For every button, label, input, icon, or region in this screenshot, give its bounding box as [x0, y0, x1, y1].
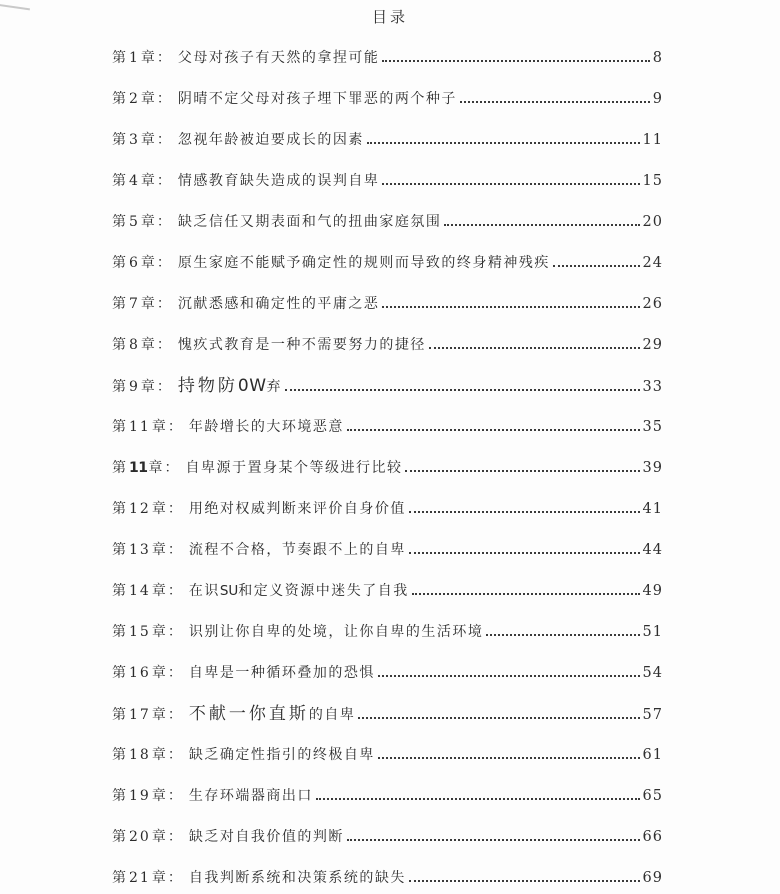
- chapter-label: [112, 789, 184, 804]
- page-number: 9: [652, 91, 663, 107]
- chapter-title: [189, 584, 409, 599]
- chapter-label: [112, 297, 173, 312]
- toc-entry: [112, 704, 663, 724]
- chapter-number: 12: [129, 501, 151, 517]
- toc-entry: [112, 871, 663, 886]
- chapter-suffix: 章：: [151, 707, 184, 723]
- chapter-prefix: 第: [112, 583, 128, 599]
- chapter-prefix: 第: [112, 665, 128, 681]
- page-number: 24: [642, 255, 663, 271]
- chapter-title-part: 沉献悉感和确定性的平庸之恶: [177, 296, 380, 312]
- chapter-title-part: 识别让你自卑的处境，让你自卑的生活环境: [188, 624, 484, 640]
- chapter-number: 16: [129, 665, 151, 681]
- chapter-number: 19: [129, 788, 151, 804]
- chapter-title: [189, 748, 375, 763]
- chapter-suffix: 章：: [140, 255, 173, 271]
- chapter-suffix: 章：: [151, 419, 184, 435]
- chapter-suffix: 章：: [140, 296, 173, 312]
- toc-entry: [112, 376, 663, 396]
- chapter-label: [112, 666, 184, 681]
- chapter-number: 4: [129, 173, 140, 189]
- chapter-label: [112, 420, 184, 435]
- dot-leader: [553, 265, 640, 267]
- chapter-number: 20: [129, 829, 151, 845]
- chapter-title: [178, 256, 550, 271]
- chapter-title-part: 0W: [237, 376, 267, 396]
- chapter-title-part: 愧疚式教育是一种不需要努力的捷径: [177, 337, 426, 353]
- chapter-number: 1: [129, 50, 140, 66]
- chapter-title: [189, 420, 344, 435]
- toc-list: [112, 51, 663, 886]
- chapter-suffix: 章：: [151, 583, 184, 599]
- dot-leader: [429, 347, 640, 349]
- page-number: 61: [642, 747, 663, 763]
- chapter-suffix: 章：: [151, 624, 184, 640]
- chapter-label: [112, 256, 173, 271]
- chapter-prefix: 第: [112, 788, 128, 804]
- dot-leader: [367, 142, 640, 144]
- chapter-number: 5: [129, 214, 140, 230]
- chapter-suffix: 章：: [140, 337, 173, 353]
- chapter-prefix: 第: [112, 379, 128, 395]
- chapter-number: 7: [129, 296, 140, 312]
- chapter-title-part: SU: [219, 583, 239, 599]
- chapter-title: [189, 789, 313, 804]
- toc-entry: [112, 174, 663, 189]
- dot-leader: [378, 675, 640, 677]
- chapter-number: 18: [129, 747, 151, 763]
- toc-entry: [112, 789, 663, 804]
- page-number: 65: [642, 788, 663, 804]
- page-number: 57: [642, 707, 663, 723]
- chapter-number: 11: [129, 460, 148, 476]
- chapter-number: 14: [129, 583, 151, 599]
- chapter-title-part: 在识: [188, 583, 220, 599]
- chapter-prefix: 第: [112, 50, 128, 66]
- chapter-title-part: 持物防: [177, 376, 238, 396]
- toc-entry: [112, 256, 663, 271]
- chapter-prefix: 第: [112, 214, 128, 230]
- chapter-prefix: 第: [112, 747, 128, 763]
- chapter-prefix: 第: [112, 460, 128, 476]
- chapter-prefix: 第: [112, 255, 128, 271]
- chapter-label: [112, 133, 173, 148]
- chapter-title-part: 自卑源于置身某个等级进行比较: [185, 460, 403, 476]
- chapter-prefix: 第: [112, 870, 128, 886]
- chapter-suffix: 章：: [140, 91, 173, 107]
- dot-leader: [409, 552, 640, 554]
- chapter-title: [185, 461, 402, 476]
- dot-leader: [382, 60, 649, 62]
- chapter-suffix: 章：: [151, 788, 184, 804]
- chapter-title: [178, 51, 380, 66]
- toc-entry: [112, 748, 663, 763]
- chapter-title-part: 缺乏对自我价值的判断: [188, 829, 344, 845]
- toc-entry: [112, 297, 663, 312]
- chapter-title: [178, 92, 457, 107]
- page-number: 26: [642, 296, 663, 312]
- chapter-suffix: 章：: [151, 501, 184, 517]
- page-number: 49: [642, 583, 663, 599]
- chapter-title: [178, 174, 380, 189]
- chapter-prefix: 第: [112, 296, 128, 312]
- chapter-suffix: 章：: [151, 542, 184, 558]
- chapter-number: 2: [129, 91, 140, 107]
- chapter-label: [112, 625, 184, 640]
- chapter-label: [112, 92, 173, 107]
- chapter-suffix: 章：: [151, 829, 184, 845]
- dot-leader: [382, 306, 639, 308]
- toc-entry: [112, 133, 663, 148]
- page-number: 41: [642, 501, 663, 517]
- dot-leader: [382, 183, 639, 185]
- chapter-number: 21: [129, 870, 151, 886]
- chapter-title: [188, 704, 356, 724]
- chapter-title: [189, 502, 406, 517]
- page-number: 33: [642, 379, 663, 395]
- chapter-suffix: 章：: [140, 173, 173, 189]
- chapter-prefix: 第: [112, 337, 128, 353]
- chapter-title-part: 情感教育缺失造成的误判自卑: [177, 173, 380, 189]
- chapter-title-part: 阴晴不定父母对孩子埋下罪恶的两个种子: [177, 91, 457, 107]
- chapter-title-part: 不献一你直斯: [188, 704, 309, 724]
- chapter-title-part: 年龄增长的大环境恶意: [188, 419, 344, 435]
- page-number: 39: [642, 460, 663, 476]
- toc-entry: [112, 666, 663, 681]
- toc-entry: [112, 543, 663, 558]
- page-number: 20: [642, 214, 663, 230]
- chapter-title: [189, 830, 344, 845]
- page-number: 29: [642, 337, 663, 353]
- page-number: 44: [642, 542, 663, 558]
- chapter-label: [112, 174, 173, 189]
- chapter-number: 11: [129, 419, 151, 435]
- chapter-suffix: 章：: [140, 379, 173, 395]
- chapter-number: 3: [129, 132, 140, 148]
- toc-entry: [112, 215, 663, 230]
- chapter-label: [112, 830, 184, 845]
- page-number: 15: [642, 173, 663, 189]
- chapter-title: [178, 215, 442, 230]
- toc-entry: [112, 584, 663, 599]
- chapter-title-part: 的自卑: [308, 707, 356, 723]
- page-number: 69: [642, 870, 663, 886]
- chapter-prefix: 第: [112, 829, 128, 845]
- chapter-label: [112, 215, 173, 230]
- chapter-title: [189, 543, 406, 558]
- chapter-title-part: 缺乏信任又期表面和气的扭曲家庭氛围: [177, 214, 442, 230]
- chapter-prefix: 第: [112, 624, 128, 640]
- chapter-title-part: 自卑是一种循环叠加的恐惧: [188, 665, 375, 681]
- toc-entry: [112, 830, 663, 845]
- chapter-number: 8: [129, 337, 140, 353]
- chapter-prefix: 第: [112, 419, 128, 435]
- chapter-prefix: 第: [112, 91, 128, 107]
- chapter-title: [189, 666, 375, 681]
- chapter-prefix: 第: [112, 132, 128, 148]
- chapter-number: 9: [129, 379, 140, 395]
- chapter-title-part: 缺乏确定性指引的终极自卑: [188, 747, 375, 763]
- chapter-title-part: 弃: [266, 379, 283, 395]
- chapter-suffix: 章：: [140, 50, 173, 66]
- chapter-suffix: 章：: [151, 665, 184, 681]
- chapter-label: [112, 461, 180, 476]
- dot-leader: [347, 429, 640, 431]
- toc-entry: [112, 625, 663, 640]
- chapter-prefix: 第: [112, 707, 128, 723]
- chapter-suffix: 章：: [151, 870, 184, 886]
- chapter-title-part: 父母对孩子有天然的拿捏可能: [177, 50, 380, 66]
- toc-entry: [112, 92, 663, 107]
- dot-leader: [409, 880, 640, 882]
- chapter-label: [112, 543, 184, 558]
- chapter-title-part: 忽视年龄被迫要成长的因素: [177, 132, 364, 148]
- chapter-number: 15: [129, 624, 151, 640]
- dot-leader: [316, 798, 640, 800]
- toc-entry: [112, 461, 663, 476]
- chapter-title-part: 用绝对权威判断来评价自身价值: [188, 501, 406, 517]
- dot-leader: [358, 717, 639, 719]
- chapter-suffix: 章：: [148, 460, 181, 476]
- page-number: 11: [642, 132, 663, 148]
- chapter-title: [189, 871, 406, 886]
- dot-leader: [347, 839, 640, 841]
- toc-entry: [112, 502, 663, 517]
- dot-leader: [444, 224, 639, 226]
- page-number: 35: [642, 419, 663, 435]
- chapter-title-part: 生存环端器商出口: [188, 788, 313, 804]
- chapter-label: [112, 748, 184, 763]
- dot-leader: [412, 593, 640, 595]
- page-number: 51: [642, 624, 663, 640]
- dot-leader: [378, 757, 640, 759]
- chapter-suffix: 章：: [151, 747, 184, 763]
- dot-leader: [486, 634, 639, 636]
- page-title: 目录: [371, 8, 408, 26]
- page-number: 66: [642, 829, 663, 845]
- chapter-prefix: 第: [112, 542, 128, 558]
- chapter-label: [112, 871, 184, 886]
- chapter-label: [112, 584, 184, 599]
- dot-leader: [285, 389, 640, 391]
- chapter-label: [112, 380, 173, 395]
- chapter-label: [112, 51, 173, 66]
- toc-entry: [112, 51, 663, 66]
- dot-leader: [460, 101, 650, 103]
- chapter-title: [178, 133, 364, 148]
- chapter-title: [178, 297, 380, 312]
- chapter-title-part: 原生家庭不能赋予确定性的规则而导致的终身精神残疾: [177, 255, 550, 271]
- chapter-label: [112, 708, 184, 723]
- dot-leader: [409, 511, 640, 513]
- page-number: 8: [652, 50, 663, 66]
- chapter-prefix: 第: [112, 173, 128, 189]
- dot-leader: [405, 470, 639, 472]
- chapter-label: [112, 502, 184, 517]
- chapter-number: 13: [129, 542, 151, 558]
- chapter-prefix: 第: [112, 501, 128, 517]
- chapter-number: 6: [129, 255, 140, 271]
- toc-entry: [112, 338, 663, 353]
- chapter-title-part: 自我判断系统和决策系统的缺失: [188, 870, 406, 886]
- chapter-label: [112, 338, 173, 353]
- chapter-title-part: 流程不合格，节奏跟不上的自卑: [188, 542, 406, 558]
- toc-entry: [112, 420, 663, 435]
- chapter-title-part: 和定义资源中迷失了自我: [238, 583, 409, 599]
- chapter-title: [189, 625, 484, 640]
- chapter-title: [177, 376, 283, 396]
- chapter-title: [178, 338, 426, 353]
- chapter-suffix: 章：: [140, 214, 173, 230]
- chapter-number: 17: [129, 707, 151, 723]
- chapter-suffix: 章：: [140, 132, 173, 148]
- page-number: 54: [642, 665, 663, 681]
